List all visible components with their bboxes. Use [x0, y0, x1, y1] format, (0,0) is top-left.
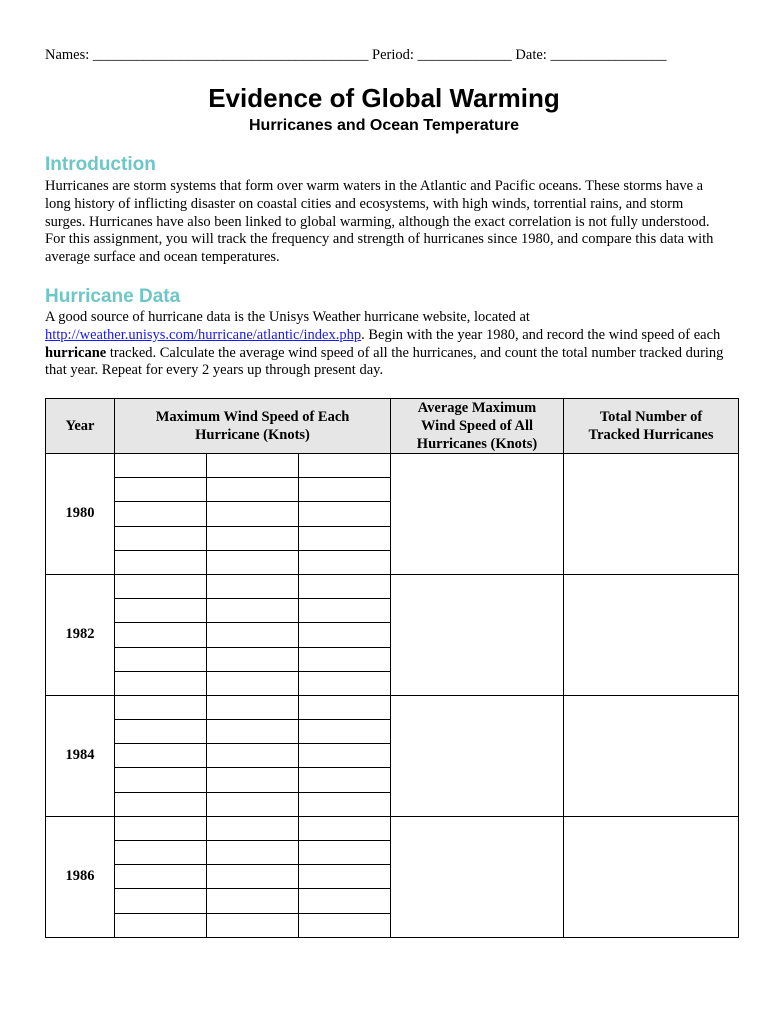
wind-speed-entry-cell[interactable] — [207, 623, 299, 647]
wind-speed-entry-cell[interactable] — [115, 744, 207, 768]
total-hurricanes-cell[interactable] — [564, 454, 739, 575]
hurricane-data-paragraph — [45, 309, 725, 380]
wind-speed-entry-cell[interactable] — [115, 913, 207, 937]
wind-speed-entry-cell[interactable] — [207, 768, 299, 792]
wind-speed-entry-cell[interactable] — [115, 623, 207, 647]
header-year: Year — [46, 399, 115, 454]
wind-speed-entry-cell[interactable] — [115, 889, 207, 913]
wind-speed-entry-cell[interactable] — [299, 889, 391, 913]
year-cell: 1984 — [46, 695, 115, 816]
wind-speed-entry-cell[interactable] — [115, 865, 207, 889]
wind-speed-entry-cell[interactable] — [299, 841, 391, 865]
hurricane-data-table — [45, 398, 739, 938]
wind-speed-entry-cell[interactable] — [299, 913, 391, 937]
wind-speed-entry-cell[interactable] — [115, 599, 207, 623]
wind-speed-entry-cell[interactable] — [299, 720, 391, 744]
wind-speed-entry-cell[interactable] — [115, 502, 207, 526]
wind-speed-entry-cell[interactable] — [115, 841, 207, 865]
wind-speed-entry-cell[interactable] — [115, 647, 207, 671]
wind-speed-entry-cell[interactable] — [207, 478, 299, 502]
wind-speed-entry-cell[interactable] — [207, 574, 299, 598]
name-period-date-line: Names: ______________________________________ Period: _____________ Date: ________________ — [45, 47, 667, 63]
wind-speed-entry-cell[interactable] — [207, 865, 299, 889]
wind-speed-entry-cell[interactable] — [115, 574, 207, 598]
hurricane-text-2: . Begin with the year 1980, and record the wind speed of each — [361, 326, 721, 343]
wind-speed-entry-cell[interactable] — [207, 816, 299, 840]
average-wind-speed-cell[interactable] — [391, 454, 564, 575]
wind-speed-entry-cell[interactable] — [207, 550, 299, 574]
page-subtitle: Hurricanes and Ocean Temperature — [248, 117, 520, 134]
wind-speed-entry-cell[interactable] — [207, 889, 299, 913]
year-cell: 1982 — [46, 574, 115, 695]
wind-speed-entry-cell[interactable] — [207, 744, 299, 768]
wind-speed-entry-cell[interactable] — [299, 623, 391, 647]
introduction-paragraph: Hurricanes are storm systems that form over warm waters in the Atlantic and Pacific oceans. These storms have a long history of inflicting disaster on coastal cities and ecosystems, with high winds, torrential rains, and storm surges. Hurricanes have also been linked to global warming, although the exact correlation is not fully understood. For this assignment, you will track the frequency and strength of hurricanes since 1980, and compare this data with average surface and ocean temperatures. — [45, 178, 714, 266]
table-row — [46, 695, 739, 719]
wind-speed-entry-cell[interactable] — [299, 526, 391, 550]
wind-speed-entry-cell[interactable] — [207, 913, 299, 937]
year-cell: 1980 — [46, 454, 115, 575]
hurricane-text-1: A good source of hurricane data is the Unisys Weather hurricane website, located at — [45, 309, 530, 325]
wind-speed-entry-cell[interactable] — [115, 816, 207, 840]
wind-speed-entry-cell[interactable] — [115, 454, 207, 478]
total-hurricanes-cell[interactable] — [564, 574, 739, 695]
wind-speed-entry-cell[interactable] — [207, 526, 299, 550]
wind-speed-entry-cell[interactable] — [299, 744, 391, 768]
wind-speed-entry-cell[interactable] — [207, 454, 299, 478]
wind-speed-entry-cell[interactable] — [207, 599, 299, 623]
introduction-heading: Introduction — [45, 154, 156, 175]
header-max-wind-speed: Maximum Wind Speed of Each Hurricane (Knots) — [115, 399, 391, 454]
table-row — [46, 574, 739, 598]
wind-speed-entry-cell[interactable] — [299, 816, 391, 840]
average-wind-speed-cell[interactable] — [391, 695, 564, 816]
header-average-wind-speed: Average Maximum Wind Speed of All Hurricanes (Knots) — [391, 399, 564, 454]
wind-speed-entry-cell[interactable] — [115, 671, 207, 695]
table-header-row — [46, 399, 739, 454]
hurricane-data-heading: Hurricane Data — [45, 286, 181, 307]
unisys-link[interactable]: http://weather.unisys.com/hurricane/atlantic/index.php — [45, 326, 362, 343]
year-cell: 1986 — [46, 816, 115, 937]
wind-speed-entry-cell[interactable] — [115, 792, 207, 816]
hurricane-text-3: tracked. Calculate the average wind speed of all the hurricanes, and count the total number tracked during that year. Repeat for every 2 years up through present day. — [45, 344, 724, 379]
table-row — [46, 454, 739, 478]
wind-speed-entry-cell[interactable] — [115, 695, 207, 719]
wind-speed-entry-cell[interactable] — [299, 647, 391, 671]
wind-speed-entry-cell[interactable] — [207, 720, 299, 744]
average-wind-speed-cell[interactable] — [391, 574, 564, 695]
wind-speed-entry-cell[interactable] — [115, 526, 207, 550]
wind-speed-entry-cell[interactable] — [115, 720, 207, 744]
page-title: Evidence of Global Warming — [208, 83, 560, 113]
table-row — [46, 816, 739, 840]
wind-speed-entry-cell[interactable] — [207, 671, 299, 695]
wind-speed-entry-cell[interactable] — [299, 478, 391, 502]
wind-speed-entry-cell[interactable] — [207, 502, 299, 526]
wind-speed-entry-cell[interactable] — [299, 768, 391, 792]
wind-speed-entry-cell[interactable] — [115, 478, 207, 502]
wind-speed-entry-cell[interactable] — [299, 695, 391, 719]
average-wind-speed-cell[interactable] — [391, 816, 564, 937]
table-body — [46, 454, 739, 938]
wind-speed-entry-cell[interactable] — [299, 599, 391, 623]
wind-speed-entry-cell[interactable] — [115, 768, 207, 792]
wind-speed-entry-cell[interactable] — [299, 865, 391, 889]
wind-speed-entry-cell[interactable] — [207, 695, 299, 719]
wind-speed-entry-cell[interactable] — [299, 550, 391, 574]
wind-speed-entry-cell[interactable] — [207, 647, 299, 671]
wind-speed-entry-cell[interactable] — [299, 671, 391, 695]
total-hurricanes-cell[interactable] — [564, 695, 739, 816]
wind-speed-entry-cell[interactable] — [299, 792, 391, 816]
wind-speed-entry-cell[interactable] — [299, 502, 391, 526]
header-total-hurricanes: Total Number of Tracked Hurricanes — [564, 399, 739, 454]
wind-speed-entry-cell[interactable] — [207, 841, 299, 865]
hurricane-bold-word: hurricane — [45, 344, 107, 361]
wind-speed-entry-cell[interactable] — [115, 550, 207, 574]
wind-speed-entry-cell[interactable] — [299, 454, 391, 478]
wind-speed-entry-cell[interactable] — [299, 574, 391, 598]
wind-speed-entry-cell[interactable] — [207, 792, 299, 816]
total-hurricanes-cell[interactable] — [564, 816, 739, 937]
